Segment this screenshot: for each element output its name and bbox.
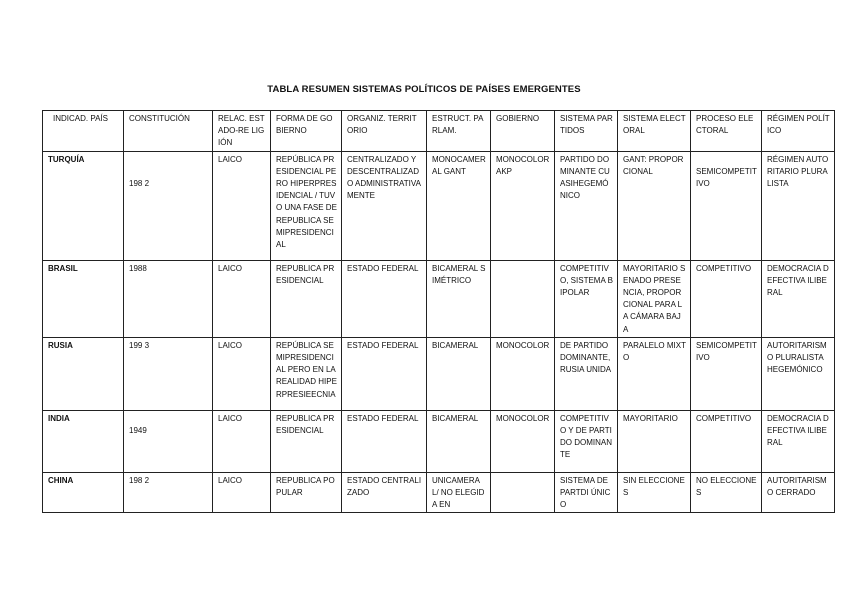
cell-territorio: ESTADO FEDERAL <box>342 410 427 472</box>
table-row-turquia <box>43 151 835 260</box>
cell-electoral: SIN ELECCIONES <box>618 472 691 513</box>
cell-pais: BRASIL <box>43 260 124 337</box>
cell-regimen: AUTORITARISMO PLURALISTA HEGEMÓNICO <box>762 337 835 410</box>
cell-electoral: PARALELO MIXTO <box>618 337 691 410</box>
cell-gobierno <box>491 472 555 513</box>
header-cell-electoral: SISTEMA ELECTORAL <box>618 111 691 152</box>
header-cell-regimen: RÉGIMEN POLÍTICO <box>762 111 835 152</box>
cell-pais: RUSIA <box>43 337 124 410</box>
header-cell-partidos: SISTEMA PARTIDOS <box>555 111 618 152</box>
cell-electoral: GANT: PROPORCIONAL <box>618 151 691 260</box>
cell-constitucion: 199 3 <box>124 337 213 410</box>
cell-gobierno: MONOCOLOR <box>491 410 555 472</box>
cell-proceso: SEMICOMPETITIVO <box>691 337 762 410</box>
table-row-india <box>43 410 835 472</box>
page-title: TABLA RESUMEN SISTEMAS POLÍTICOS DE PAÍSES EMERGENTES <box>267 84 581 95</box>
cell-pais: TURQUÍA <box>43 151 124 260</box>
cell-forma-gobierno: REPUBLICA PRESIDENCIAL <box>271 260 342 337</box>
cell-religion: LAICO <box>213 337 271 410</box>
cell-parlamento: BICAMERAL <box>427 337 491 410</box>
cell-regimen: DEMOCRACIA DEFECTIVA ILIBERAL <box>762 410 835 472</box>
cell-religion: LAICO <box>213 410 271 472</box>
header-cell-gobierno: GOBIERNO <box>491 111 555 152</box>
cell-proceso: NO ELECCIONES <box>691 472 762 513</box>
cell-territorio: CENTRALIZADO Y DESCENTRALIZADO ADMINISTRATIVAMENTE <box>342 151 427 260</box>
header-cell-forma-gobierno: FORMA DE GOBIERNO <box>271 111 342 152</box>
cell-forma-gobierno: REPÚBLICA SEMIPRESIDENCIAL PERO EN LA REALIDAD HIPERPRESIEECNIA <box>271 337 342 410</box>
cell-territorio: ESTADO FEDERAL <box>342 337 427 410</box>
header-cell-parlamento: ESTRUCT. PARLAM. <box>427 111 491 152</box>
cell-proceso: COMPETITIVO <box>691 260 762 337</box>
table-row-rusia <box>43 337 835 410</box>
cell-constitucion: 198 2 <box>124 472 213 513</box>
table-row-china <box>43 472 835 513</box>
cell-constitucion: 198 2 <box>124 151 213 260</box>
cell-forma-gobierno: REPUBLICA POPULAR <box>271 472 342 513</box>
cell-forma-gobierno: REPUBLICA PRESIDENCIAL <box>271 410 342 472</box>
cell-electoral: MAYORITARIO <box>618 410 691 472</box>
cell-proceso: SEMICOMPETITIVO <box>691 151 762 260</box>
header-cell-proceso: PROCESO ELECTORAL <box>691 111 762 152</box>
cell-pais: INDIA <box>43 410 124 472</box>
cell-proceso: COMPETITIVO <box>691 410 762 472</box>
cell-partidos: SISTEMA DE PARTDI ÚNICO <box>555 472 618 513</box>
cell-parlamento: BICAMERAL <box>427 410 491 472</box>
header-row <box>43 111 835 152</box>
table-row-brasil <box>43 260 835 337</box>
cell-religion: LAICO <box>213 260 271 337</box>
cell-partidos: COMPETITIVO, SISTEMA BIPOLAR <box>555 260 618 337</box>
cell-parlamento: BICAMERAL SIMÉTRICO <box>427 260 491 337</box>
cell-partidos: DE PARTIDO DOMINANTE, RUSIA UNIDA <box>555 337 618 410</box>
political-systems-table <box>42 110 835 513</box>
cell-religion: LAICO <box>213 151 271 260</box>
cell-territorio: ESTADO FEDERAL <box>342 260 427 337</box>
header-cell-constitucion: CONSTITUCIÓN <box>124 111 213 152</box>
cell-pais: CHINA <box>43 472 124 513</box>
cell-forma-gobierno: REPÚBLICA PRESIDENCIAL PERO HIPERPRESIDENCIAL / TUVO UNA FASE DE REPUBLICA SEMIPRESIDENCIAL <box>271 151 342 260</box>
header-cell-pais: INDICAD. PAÍS <box>43 111 124 152</box>
header-cell-religion: RELAC. ESTADO-RE LIGIÓN <box>213 111 271 152</box>
cell-territorio: ESTADO CENTRALIZADO <box>342 472 427 513</box>
cell-constitucion: 1949 <box>124 410 213 472</box>
cell-gobierno: MONOCOLOR <box>491 337 555 410</box>
cell-religion: LAICO <box>213 472 271 513</box>
cell-regimen: RÉGIMEN AUTORITARIO PLURALISTA <box>762 151 835 260</box>
cell-constitucion: 1988 <box>124 260 213 337</box>
cell-parlamento: UNICAMERAL/ NO ELEGIDA EN <box>427 472 491 513</box>
cell-regimen: AUTORITARISMO CERRADO <box>762 472 835 513</box>
cell-partidos: PARTIDO DOMINANTE CUASIHEGEMÓNICO <box>555 151 618 260</box>
cell-parlamento: MONOCAMERAL GANT <box>427 151 491 260</box>
cell-gobierno <box>491 260 555 337</box>
header-cell-territorio: ORGANIZ. TERRITORIO <box>342 111 427 152</box>
cell-gobierno: MONOCOLOR AKP <box>491 151 555 260</box>
cell-regimen: DEMOCRACIA DEFECTIVA ILIBERAL <box>762 260 835 337</box>
cell-partidos: COMPETITIVO Y DE PARTIDO DOMINANTE <box>555 410 618 472</box>
cell-electoral: MAYORITARIO SENADO PRESENCIA, PROPORCIONAL PARA LA CÁMARA BAJA <box>618 260 691 337</box>
